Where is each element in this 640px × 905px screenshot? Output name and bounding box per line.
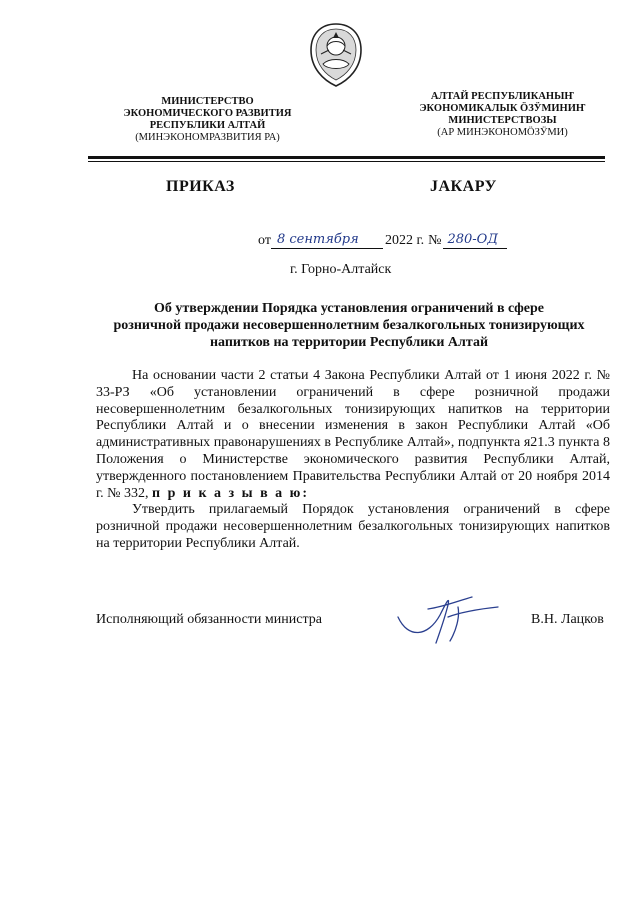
handwritten-signature bbox=[388, 587, 508, 647]
date-day-month-blank bbox=[271, 232, 383, 249]
ministry-alt-line1: АЛТАЙ РЕСПУБЛИКАНЫҤ bbox=[430, 91, 575, 102]
ministry-alt-line3: МИНИСТЕРСТВОЗЫ bbox=[448, 115, 557, 126]
order-number-blank bbox=[443, 232, 507, 249]
date-year: 2022 г. bbox=[384, 233, 425, 248]
signatory-position: Исполняющий обязанности министра bbox=[96, 612, 322, 627]
order-label-russian: ПРИКАЗ bbox=[166, 178, 235, 195]
ministry-name-altai bbox=[395, 91, 610, 139]
ministry-ru-line2: ЭКОНОМИЧЕСКОГО РАЗВИТИЯ bbox=[123, 108, 292, 119]
body-paragraph-basis bbox=[96, 368, 610, 502]
order-date-line bbox=[258, 232, 507, 249]
header-divider-thick bbox=[88, 156, 605, 159]
ministry-alt-line2: ЭКОНОМИКАЛЫК ӦЗӰМИНИҤ bbox=[419, 103, 586, 114]
basis-text: На основании части 2 статьи 4 Закона Республики Алтай от 1 июня 2022 г. № 33-РЗ «Об установлении ограничений в сфере розничной продажи несовершеннолетним безалкогольных тонизирующих напитков на территории Республики Алтай и о внесении изменения в закон Республики Алтай «Об административных правонарушениях в Республике Алтай», подпункта я21.3 пункта 8 Положения о Министерстве экономического развития Республики Алтай, утвержденного постановлением Правительства Республики Алтай от 20 ноября 2014 г. № 332, bbox=[96, 368, 610, 501]
order-number-handwritten: 280-ОД bbox=[447, 232, 498, 247]
title-line2: розничной продажи несовершеннолетним безалкогольных тонизирующих bbox=[113, 318, 585, 333]
title-line1: Об утверждении Порядка установления ограничений в сфере bbox=[154, 301, 544, 316]
date-number-label: № bbox=[428, 233, 442, 248]
coat-of-arms-emblem bbox=[305, 20, 367, 90]
signatory-name: В.Н. Лацков bbox=[531, 612, 604, 627]
ministry-ru-abbr: (МИНЭКОНОМРАЗВИТИЯ РА) bbox=[135, 132, 280, 143]
ministry-ru-line3: РЕСПУБЛИКИ АЛТАЙ bbox=[149, 120, 266, 131]
city-name: г. Горно-Алтайск bbox=[290, 262, 392, 277]
order-word: п р и к а з ы в а ю: bbox=[152, 485, 309, 501]
date-day-month-handwritten: 8 сентября bbox=[276, 232, 359, 247]
title-line3: напитков на территории Республики Алтай bbox=[209, 335, 489, 350]
date-prefix: от bbox=[258, 233, 271, 248]
order-label-altai: ЈАКАРУ bbox=[430, 178, 497, 195]
body-paragraph-decision: Утвердить прилагаемый Порядок установления ограничений в сфере розничной продажи несовершеннолетним безалкогольных тонизирующих напитков на территории Республики Алтай. bbox=[96, 502, 610, 551]
document-body bbox=[96, 368, 610, 553]
ministry-name-russian bbox=[100, 96, 315, 144]
header-divider-thin bbox=[88, 161, 605, 162]
ministry-alt-abbr: (АР МИНЭКОНОМӦЗӰМИ) bbox=[437, 127, 568, 138]
ministry-ru-line1: МИНИСТЕРСТВО bbox=[161, 96, 254, 107]
document-title bbox=[96, 300, 602, 351]
